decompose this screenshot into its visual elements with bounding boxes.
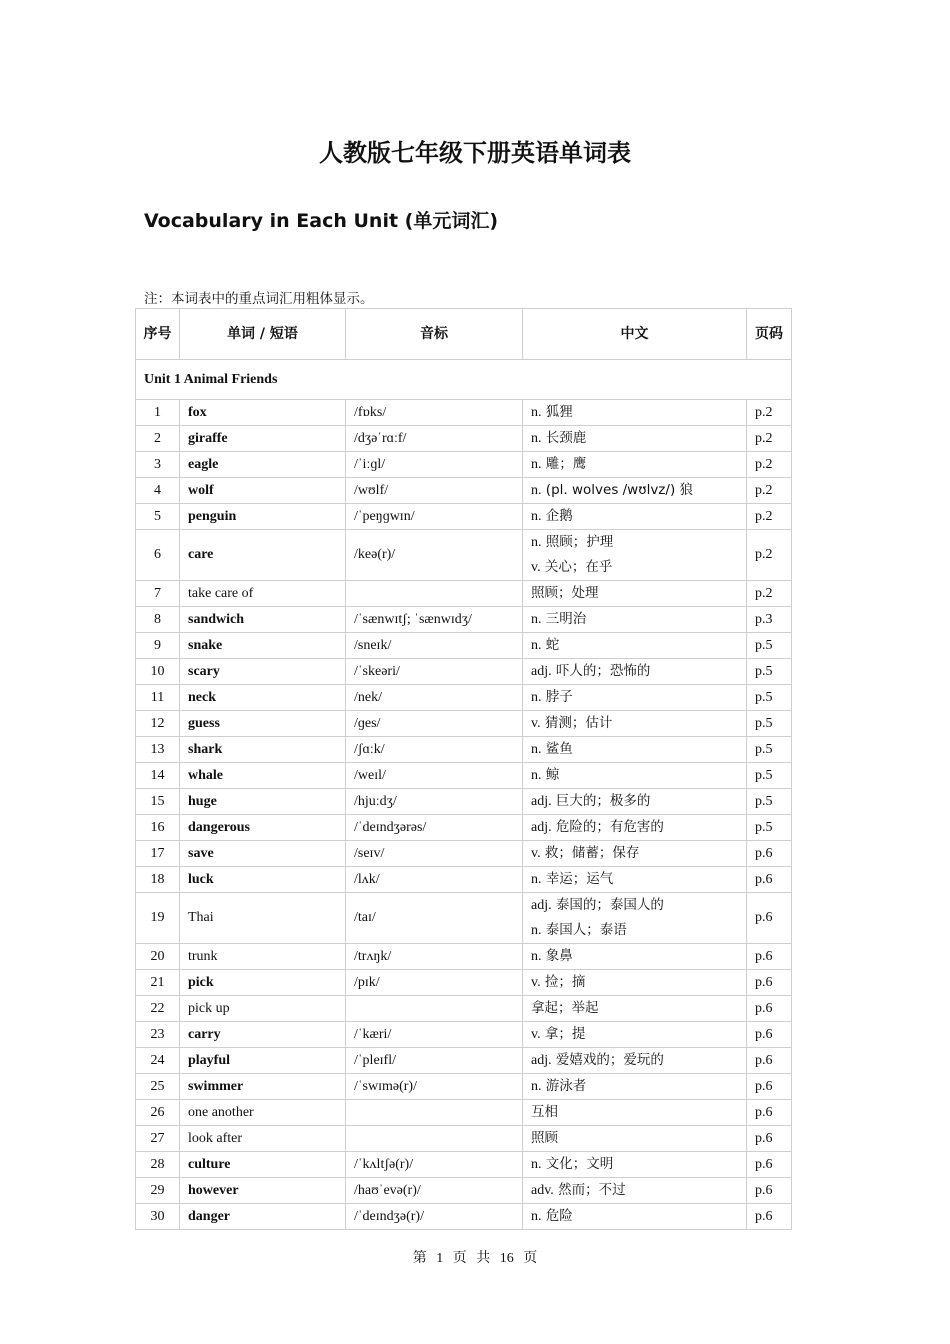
row-page: p.6 (747, 1048, 792, 1074)
row-word: scary (180, 659, 346, 685)
row-number: 4 (136, 478, 180, 504)
row-phonetic: /taɪ/ (346, 893, 523, 944)
section-heading: Vocabulary in Each Unit (单元词汇) (144, 210, 499, 232)
part-of-speech: n. (531, 483, 542, 498)
meaning-line (531, 633, 738, 658)
row-meaning (523, 711, 747, 737)
meaning-text: 吓人的；恐怖的 (555, 663, 651, 679)
row-page: p.6 (747, 1074, 792, 1100)
meaning-line (531, 815, 738, 840)
vocabulary-table (135, 308, 792, 1230)
meaning-line (531, 1178, 738, 1203)
row-phonetic: /ˈpeŋɡwɪn/ (346, 504, 523, 530)
meaning-text: 互相 (531, 1104, 558, 1120)
row-word: swimmer (180, 1074, 346, 1100)
meaning-text: 鲨鱼 (545, 741, 573, 757)
row-phonetic: /ˈsænwɪtʃ; ˈsænwɪdʒ/ (346, 607, 523, 633)
row-phonetic: /haʊˈevə(r)/ (346, 1178, 523, 1204)
row-phonetic: /ˈdeɪndʒə(r)/ (346, 1204, 523, 1230)
meaning-line (531, 841, 738, 866)
row-number: 1 (136, 400, 180, 426)
row-page: p.6 (747, 893, 792, 944)
table-row (136, 1022, 792, 1048)
table-row (136, 789, 792, 815)
row-meaning (523, 1178, 747, 1204)
part-of-speech: n. (531, 923, 542, 938)
meaning-text: 泰国人；泰语 (545, 922, 627, 938)
row-number: 27 (136, 1126, 180, 1152)
row-word: guess (180, 711, 346, 737)
row-phonetic: /lʌk/ (346, 867, 523, 893)
row-meaning (523, 815, 747, 841)
table-row (136, 685, 792, 711)
row-meaning (523, 400, 747, 426)
part-of-speech: v. (531, 975, 541, 990)
table-row (136, 711, 792, 737)
table-row (136, 944, 792, 970)
table-row (136, 478, 792, 504)
part-of-speech: adj. (531, 664, 552, 679)
header-page: 页码 (747, 309, 792, 360)
row-page: p.6 (747, 1022, 792, 1048)
row-word: dangerous (180, 815, 346, 841)
row-number: 16 (136, 815, 180, 841)
row-meaning (523, 893, 747, 944)
row-meaning (523, 659, 747, 685)
row-number: 29 (136, 1178, 180, 1204)
row-phonetic: /hjuːdʒ/ (346, 789, 523, 815)
row-word: care (180, 530, 346, 581)
row-meaning (523, 685, 747, 711)
row-word: shark (180, 737, 346, 763)
row-page: p.5 (747, 685, 792, 711)
meaning-text: 巨大的；极多的 (555, 793, 651, 809)
header-word: 单词 / 短语 (180, 309, 346, 360)
meaning-text: 猜测；估计 (544, 715, 613, 731)
row-number: 7 (136, 581, 180, 607)
row-word: carry (180, 1022, 346, 1048)
row-phonetic: /ˈkæri/ (346, 1022, 523, 1048)
page-title: 人教版七年级下册英语单词表 (319, 139, 631, 167)
row-word: wolf (180, 478, 346, 504)
table-row (136, 659, 792, 685)
meaning-line (531, 400, 738, 425)
row-phonetic (346, 581, 523, 607)
row-meaning (523, 504, 747, 530)
part-of-speech: n. (531, 612, 542, 627)
row-phonetic (346, 996, 523, 1022)
row-meaning (523, 633, 747, 659)
part-of-speech: n. (531, 457, 542, 472)
row-word: fox (180, 400, 346, 426)
meaning-text: (pl. wolves /wʊlvz/) 狼 (545, 482, 693, 498)
row-page: p.2 (747, 478, 792, 504)
part-of-speech: v. (531, 716, 541, 731)
row-number: 25 (136, 1074, 180, 1100)
part-of-speech: n. (531, 1079, 542, 1094)
row-number: 5 (136, 504, 180, 530)
meaning-text: 照顾 (531, 1130, 558, 1146)
meaning-text: 三明治 (545, 611, 587, 627)
row-word: take care of (180, 581, 346, 607)
row-meaning (523, 1074, 747, 1100)
meaning-line (531, 867, 738, 892)
row-phonetic: /trʌŋk/ (346, 944, 523, 970)
row-word: snake (180, 633, 346, 659)
table-row (136, 426, 792, 452)
row-page: p.6 (747, 944, 792, 970)
meaning-line (531, 659, 738, 684)
part-of-speech: n. (531, 1209, 542, 1224)
table-header-row (136, 309, 792, 360)
row-meaning (523, 789, 747, 815)
row-number: 8 (136, 607, 180, 633)
row-page: p.5 (747, 633, 792, 659)
bold-note: 注：本词表中的重点词汇用粗体显示。 (144, 291, 374, 307)
row-number: 23 (136, 1022, 180, 1048)
row-meaning (523, 1022, 747, 1048)
row-page: p.5 (747, 711, 792, 737)
meaning-text: 狐狸 (545, 404, 573, 420)
row-page: p.6 (747, 1152, 792, 1178)
row-page: p.2 (747, 530, 792, 581)
row-word: culture (180, 1152, 346, 1178)
row-word: whale (180, 763, 346, 789)
meaning-text: 捡；摘 (544, 974, 586, 990)
row-number: 20 (136, 944, 180, 970)
row-phonetic: /dʒəˈrɑːf/ (346, 426, 523, 452)
part-of-speech: n. (531, 768, 542, 783)
table-row (136, 1100, 792, 1126)
meaning-text: 脖子 (545, 689, 573, 705)
table-row (136, 581, 792, 607)
row-page: p.6 (747, 1178, 792, 1204)
row-number: 9 (136, 633, 180, 659)
meaning-line (531, 607, 738, 632)
part-of-speech: n. (531, 431, 542, 446)
row-number: 18 (136, 867, 180, 893)
table-row (136, 504, 792, 530)
row-word: neck (180, 685, 346, 711)
part-of-speech: n. (531, 949, 542, 964)
table-row (136, 607, 792, 633)
row-number: 6 (136, 530, 180, 581)
meaning-line (531, 763, 738, 788)
row-phonetic: /ˈkʌltʃə(r)/ (346, 1152, 523, 1178)
row-page: p.5 (747, 789, 792, 815)
row-phonetic: /keə(r)/ (346, 530, 523, 581)
meaning-line (531, 1204, 738, 1229)
table-row (136, 1126, 792, 1152)
row-meaning (523, 1100, 747, 1126)
row-page: p.2 (747, 400, 792, 426)
header-num: 序号 (136, 309, 180, 360)
table-row (136, 1204, 792, 1230)
row-page: p.5 (747, 737, 792, 763)
row-word: trunk (180, 944, 346, 970)
row-phonetic: /fɒks/ (346, 400, 523, 426)
meaning-line (531, 478, 738, 503)
row-word: however (180, 1178, 346, 1204)
row-number: 24 (136, 1048, 180, 1074)
row-phonetic: /wʊlf/ (346, 478, 523, 504)
meaning-text: 长颈鹿 (545, 430, 587, 446)
part-of-speech: adj. (531, 820, 552, 835)
meaning-line (531, 685, 738, 710)
meaning-text: 蛇 (545, 637, 560, 653)
meaning-line (531, 737, 738, 762)
row-meaning (523, 1048, 747, 1074)
row-meaning (523, 841, 747, 867)
header-zh: 中文 (523, 309, 747, 360)
part-of-speech: n. (531, 638, 542, 653)
row-number: 26 (136, 1100, 180, 1126)
row-page: p.2 (747, 426, 792, 452)
meaning-line (531, 1074, 738, 1099)
row-phonetic: /nek/ (346, 685, 523, 711)
table-row (136, 530, 792, 581)
row-phonetic: /sneɪk/ (346, 633, 523, 659)
row-word: save (180, 841, 346, 867)
part-of-speech: v. (531, 560, 541, 575)
part-of-speech: v. (531, 846, 541, 861)
table-row (136, 1074, 792, 1100)
meaning-text: 关心；在乎 (544, 559, 613, 575)
row-page: p.6 (747, 867, 792, 893)
meaning-line (531, 893, 738, 918)
row-word: pick (180, 970, 346, 996)
meaning-text: 照顾；处理 (531, 585, 599, 601)
row-number: 30 (136, 1204, 180, 1230)
row-number: 3 (136, 452, 180, 478)
row-page: p.5 (747, 763, 792, 789)
table-row (136, 400, 792, 426)
table-row (136, 1048, 792, 1074)
meaning-text: 救；储蓄；保存 (544, 845, 640, 861)
row-phonetic: /ˈpleɪfl/ (346, 1048, 523, 1074)
row-number: 12 (136, 711, 180, 737)
table-row (136, 841, 792, 867)
row-page: p.6 (747, 970, 792, 996)
row-phonetic: /ˈskeəri/ (346, 659, 523, 685)
row-phonetic: /ɡes/ (346, 711, 523, 737)
meaning-line (531, 426, 738, 451)
meaning-text: 危险的；有危害的 (555, 819, 664, 835)
meaning-text: 拿；提 (544, 1026, 586, 1042)
row-number: 15 (136, 789, 180, 815)
meaning-line (531, 1100, 738, 1125)
page-footer: 第 1 页 共 16 页 (412, 1251, 538, 1266)
meaning-line (531, 504, 738, 529)
table-row (136, 867, 792, 893)
meaning-line (531, 789, 738, 814)
row-meaning (523, 426, 747, 452)
meaning-text: 照顾；护理 (545, 534, 614, 550)
row-meaning (523, 1152, 747, 1178)
row-page: p.6 (747, 1100, 792, 1126)
row-meaning (523, 452, 747, 478)
row-meaning (523, 1126, 747, 1152)
part-of-speech: adj. (531, 794, 552, 809)
row-phonetic (346, 1100, 523, 1126)
row-page: p.2 (747, 452, 792, 478)
row-phonetic: /ˈiːɡl/ (346, 452, 523, 478)
row-meaning (523, 1204, 747, 1230)
row-word: danger (180, 1204, 346, 1230)
part-of-speech: adj. (531, 898, 552, 913)
meaning-line (531, 944, 738, 969)
meaning-text: 幸运；运气 (545, 871, 614, 887)
row-page: p.6 (747, 841, 792, 867)
table-row (136, 893, 792, 944)
row-word: giraffe (180, 426, 346, 452)
row-word: one another (180, 1100, 346, 1126)
row-page: p.5 (747, 815, 792, 841)
row-word: look after (180, 1126, 346, 1152)
part-of-speech: n. (531, 535, 542, 550)
meaning-line (531, 452, 738, 477)
row-number: 17 (136, 841, 180, 867)
meaning-line (531, 1152, 738, 1177)
meaning-text: 泰国的；泰国人的 (555, 897, 664, 913)
meaning-line (531, 970, 738, 995)
row-phonetic: /pɪk/ (346, 970, 523, 996)
row-page: p.6 (747, 1204, 792, 1230)
row-phonetic (346, 1126, 523, 1152)
row-number: 14 (136, 763, 180, 789)
part-of-speech: n. (531, 509, 542, 524)
table-row (136, 1178, 792, 1204)
table-row (136, 452, 792, 478)
part-of-speech: adj. (531, 1053, 552, 1068)
part-of-speech: n. (531, 1157, 542, 1172)
part-of-speech: n. (531, 690, 542, 705)
row-page: p.3 (747, 607, 792, 633)
meaning-line (531, 996, 738, 1021)
header-ipa: 音标 (346, 309, 523, 360)
row-page: p.2 (747, 581, 792, 607)
row-meaning (523, 607, 747, 633)
row-meaning (523, 970, 747, 996)
row-number: 28 (136, 1152, 180, 1178)
part-of-speech: adv. (531, 1183, 554, 1198)
row-phonetic: /ʃɑːk/ (346, 737, 523, 763)
meaning-text: 象鼻 (545, 948, 573, 964)
row-word: eagle (180, 452, 346, 478)
row-meaning (523, 581, 747, 607)
table-row (136, 633, 792, 659)
row-number: 11 (136, 685, 180, 711)
row-word: luck (180, 867, 346, 893)
row-phonetic: /ˈswɪmə(r)/ (346, 1074, 523, 1100)
part-of-speech: n. (531, 405, 542, 420)
row-phonetic: /seɪv/ (346, 841, 523, 867)
unit-row (136, 360, 792, 400)
meaning-text: 拿起；举起 (531, 1000, 599, 1016)
meaning-line (531, 1022, 738, 1047)
row-word: Thai (180, 893, 346, 944)
meaning-text: 企鹅 (545, 508, 573, 524)
meaning-text: 鲸 (545, 767, 560, 783)
meaning-text: 雕；鹰 (545, 456, 587, 472)
row-number: 13 (136, 737, 180, 763)
meaning-text: 然而；不过 (558, 1182, 626, 1198)
row-page: p.6 (747, 1126, 792, 1152)
table-row (136, 996, 792, 1022)
table-row (136, 763, 792, 789)
table-row (136, 1152, 792, 1178)
row-meaning (523, 867, 747, 893)
meaning-line (531, 1048, 738, 1073)
part-of-speech: n. (531, 872, 542, 887)
row-meaning (523, 530, 747, 581)
row-number: 19 (136, 893, 180, 944)
meaning-line (531, 555, 738, 580)
part-of-speech: n. (531, 742, 542, 757)
meaning-line (531, 711, 738, 736)
row-word: huge (180, 789, 346, 815)
row-meaning (523, 478, 747, 504)
row-phonetic: /ˈdeɪndʒərəs/ (346, 815, 523, 841)
part-of-speech: v. (531, 1027, 541, 1042)
row-number: 22 (136, 996, 180, 1022)
unit-title: Unit 1 Animal Friends (136, 360, 792, 400)
row-page: p.5 (747, 659, 792, 685)
table-row (136, 737, 792, 763)
meaning-line (531, 581, 738, 606)
row-word: playful (180, 1048, 346, 1074)
row-word: pick up (180, 996, 346, 1022)
meaning-line (531, 1126, 738, 1151)
row-word: sandwich (180, 607, 346, 633)
row-meaning (523, 996, 747, 1022)
row-page: p.6 (747, 996, 792, 1022)
meaning-text: 爱嬉戏的；爱玩的 (555, 1052, 664, 1068)
table-row (136, 815, 792, 841)
row-meaning (523, 763, 747, 789)
row-meaning (523, 737, 747, 763)
meaning-line (531, 530, 738, 555)
row-page: p.2 (747, 504, 792, 530)
row-number: 2 (136, 426, 180, 452)
row-word: penguin (180, 504, 346, 530)
row-phonetic: /weɪl/ (346, 763, 523, 789)
row-number: 10 (136, 659, 180, 685)
meaning-text: 游泳者 (545, 1078, 587, 1094)
table-row (136, 970, 792, 996)
meaning-text: 危险 (545, 1208, 573, 1224)
meaning-line (531, 918, 738, 943)
row-meaning (523, 944, 747, 970)
row-number: 21 (136, 970, 180, 996)
meaning-text: 文化；文明 (545, 1156, 614, 1172)
